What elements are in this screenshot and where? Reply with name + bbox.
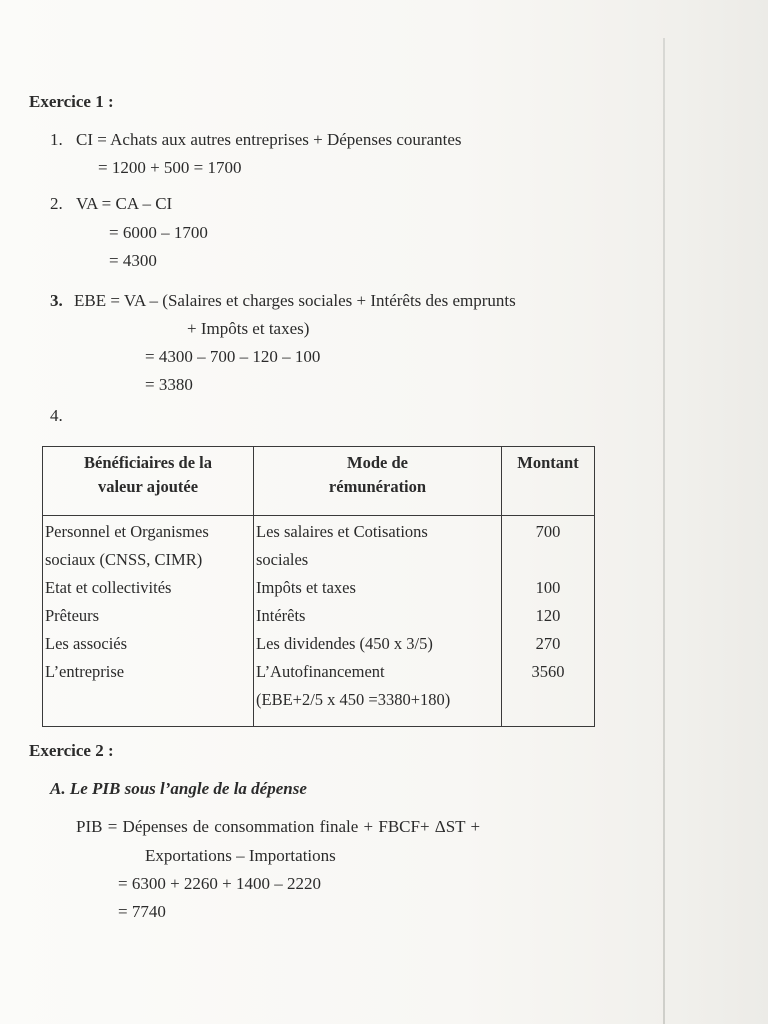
list-item: Les associés — [45, 634, 128, 653]
page-edge-shadow — [663, 38, 665, 1024]
amount-value — [502, 546, 594, 574]
list-item: (EBE+2/5 x 450 =3380+180) — [256, 690, 451, 709]
list-item: Intérêts — [256, 606, 306, 625]
exercise-2-title: Exercice 2 : — [29, 741, 114, 760]
list-item: L’Autofinancement — [256, 662, 385, 681]
amount-value: 270 — [535, 634, 561, 653]
exercise-1-title: Exercice 1 : — [29, 92, 114, 111]
q1-number: 1. — [50, 130, 63, 149]
list-item: Les salaires et Cotisations — [256, 522, 428, 541]
q3-line-2: + Impôts et taxes) — [187, 319, 310, 338]
header-remuneration-mode: Mode de rémunération — [254, 447, 502, 516]
list-item: Prêteurs — [45, 606, 100, 625]
amount-value: 3560 — [531, 662, 565, 681]
q2-number: 2. — [50, 194, 63, 213]
q1-line-2: = 1200 + 500 = 1700 — [98, 158, 242, 177]
q2-line-1: VA = CA – CI — [76, 194, 173, 213]
q4-number: 4. — [50, 406, 63, 425]
table-body-row — [43, 516, 595, 727]
q3-number: 3. — [50, 291, 63, 310]
list-item: Personnel et Organismes — [45, 522, 209, 541]
header-amount: Montant — [502, 447, 595, 516]
amount-value: 100 — [535, 578, 561, 597]
q3-line-1: EBE = VA – (Salaires et charges sociales + Intérêts des emprunts — [74, 291, 516, 310]
list-item: Impôts et taxes — [256, 578, 356, 597]
list-item: Etat et collectivités — [45, 578, 172, 597]
table-header-row — [43, 447, 595, 516]
modes-cell — [254, 516, 502, 727]
section-a-title: A. Le PIB sous l’angle de la dépense — [50, 779, 307, 798]
list-item: sociales — [256, 550, 309, 569]
q3-line-3: = 4300 – 700 – 120 – 100 — [145, 347, 321, 366]
list-item: Les dividendes (450 x 3/5) — [256, 634, 433, 653]
q2-line-2: = 6000 – 1700 — [109, 223, 208, 242]
q1-line-1: CI = Achats aux autres entreprises + Dépenses courantes — [76, 130, 462, 149]
amount-value: 120 — [535, 606, 561, 625]
list-item: L’entreprise — [45, 662, 125, 681]
amounts-cell — [502, 516, 595, 727]
pib-line-1: PIB = Dépenses de consommation finale + FBCF+ ΔST + — [76, 817, 481, 836]
amount-value: 700 — [535, 522, 561, 541]
pib-line-3: = 6300 + 2260 + 1400 – 2220 — [118, 874, 322, 893]
q2-line-3: = 4300 — [109, 251, 157, 270]
list-item: sociaux (CNSS, CIMR) — [45, 550, 203, 569]
pib-line-2: Exportations – Importations — [145, 846, 336, 865]
header-beneficiaries: Bénéficiaires de la valeur ajoutée — [43, 447, 254, 516]
value-added-distribution-table — [42, 446, 595, 727]
beneficiaries-cell — [43, 516, 254, 727]
q3-line-4: = 3380 — [145, 375, 193, 394]
pib-line-4: = 7740 — [118, 902, 166, 921]
